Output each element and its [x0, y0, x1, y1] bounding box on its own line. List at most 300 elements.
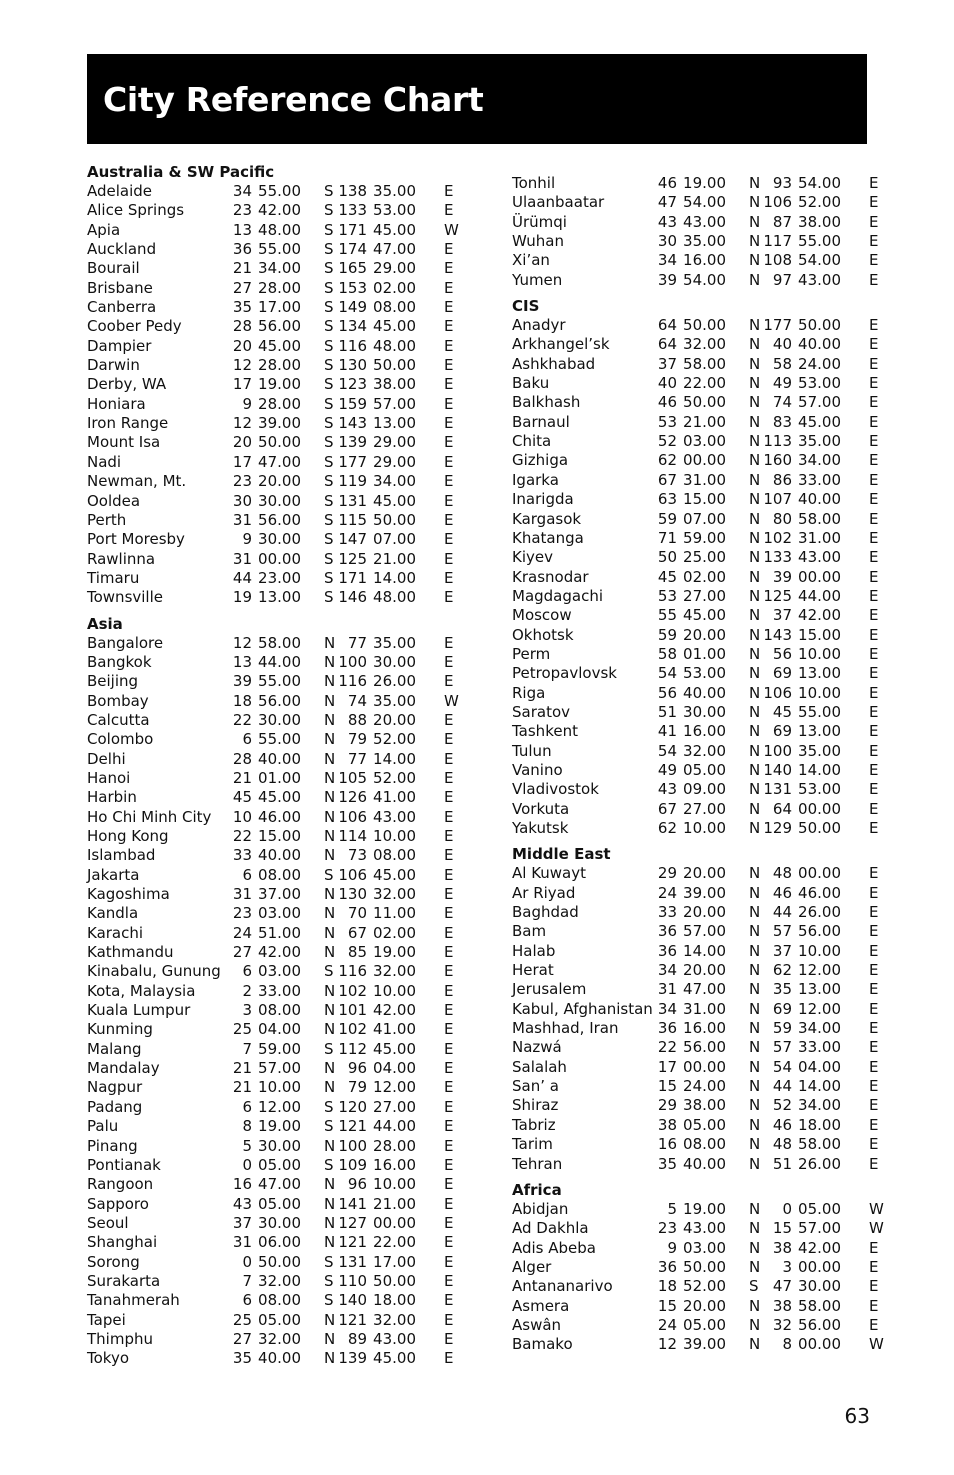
city-row: [512, 174, 892, 193]
longitude-hemisphere: E: [869, 1296, 879, 1315]
longitude-degrees: 106: [763, 683, 792, 702]
city-name: Thimphu: [87, 1329, 153, 1348]
longitude-minutes: 57.00: [798, 1219, 841, 1238]
latitude-degrees: 37: [232, 1213, 252, 1232]
longitude-degrees: 177: [763, 316, 792, 335]
longitude-degrees: 37: [772, 606, 792, 625]
latitude-degrees: 30: [232, 491, 252, 510]
longitude-degrees: 54: [772, 1057, 792, 1076]
longitude-hemisphere: E: [869, 509, 879, 528]
latitude-degrees: 49: [657, 760, 677, 779]
longitude-hemisphere: E: [444, 433, 454, 452]
city-row: [512, 1116, 892, 1135]
city-name: Kandla: [87, 904, 139, 923]
city-name: Tapei: [87, 1310, 126, 1329]
latitude-degrees: 9: [242, 394, 252, 413]
city-row: [512, 1200, 892, 1219]
region-heading: Australia & SW Pacific: [87, 163, 275, 181]
latitude-minutes: 31.00: [683, 470, 726, 489]
city-row: [512, 1019, 892, 1038]
longitude-minutes: 10.00: [798, 941, 841, 960]
city-name: Nadi: [87, 452, 122, 471]
city-name: Saratov: [512, 702, 571, 721]
latitude-hemisphere: S: [324, 317, 334, 336]
latitude-degrees: 67: [657, 799, 677, 818]
longitude-minutes: 10.00: [373, 827, 416, 845]
page-title: City Reference Chart: [103, 80, 484, 119]
city-name: Harbin: [87, 788, 137, 807]
longitude-minutes: 31.00: [798, 528, 841, 547]
longitude-degrees: 106: [338, 865, 367, 884]
city-name: Okhotsk: [512, 625, 574, 644]
longitude-minutes: 41.00: [373, 1020, 416, 1039]
latitude-degrees: 17: [232, 375, 252, 394]
city-row: [87, 337, 467, 356]
longitude-hemisphere: E: [444, 510, 454, 529]
city-row: [512, 355, 892, 374]
latitude-hemisphere: N: [324, 768, 336, 787]
longitude-degrees: 57: [772, 1038, 792, 1057]
city-name: Jerusalem: [512, 980, 587, 999]
city-name: Bam: [512, 922, 547, 941]
longitude-hemisphere: E: [444, 259, 454, 278]
city-name: San’ a: [512, 1077, 559, 1096]
latitude-degrees: 56: [657, 683, 677, 702]
latitude-degrees: 12: [232, 633, 252, 652]
longitude-minutes: 21.00: [373, 549, 416, 568]
longitude-hemisphere: E: [444, 1271, 454, 1290]
latitude-hemisphere: N: [749, 1296, 761, 1315]
longitude-minutes: 52.00: [373, 768, 416, 787]
longitude-hemisphere: E: [869, 644, 879, 663]
longitude-minutes: 02.00: [373, 923, 416, 942]
city-row: [512, 922, 892, 941]
latitude-hemisphere: N: [749, 1238, 761, 1257]
latitude-minutes: 25.00: [683, 548, 726, 567]
latitude-degrees: 47: [657, 193, 677, 212]
latitude-hemisphere: N: [324, 846, 336, 865]
longitude-degrees: 74: [347, 691, 367, 710]
longitude-degrees: 105: [338, 768, 367, 787]
latitude-minutes: 31.00: [683, 999, 726, 1018]
longitude-hemisphere: E: [444, 1233, 454, 1252]
latitude-minutes: 04.00: [258, 1020, 301, 1039]
city-name: Bombay: [87, 691, 149, 710]
latitude-hemisphere: N: [749, 683, 761, 702]
longitude-minutes: 45.00: [373, 865, 416, 884]
latitude-degrees: 35: [657, 1154, 677, 1173]
longitude-degrees: 121: [338, 1233, 367, 1252]
longitude-hemisphere: E: [869, 567, 879, 586]
latitude-hemisphere: S: [324, 220, 334, 239]
city-name: Seoul: [87, 1213, 129, 1232]
latitude-degrees: 33: [232, 846, 252, 865]
city-row: [512, 232, 892, 251]
latitude-minutes: 50.00: [683, 316, 726, 335]
city-name: Herat: [512, 961, 554, 980]
latitude-minutes: 55.00: [258, 672, 301, 691]
latitude-hemisphere: N: [749, 586, 761, 605]
longitude-hemisphere: E: [444, 1136, 454, 1155]
latitude-degrees: 22: [657, 1038, 677, 1057]
longitude-hemisphere: E: [869, 922, 879, 941]
city-row: [512, 1219, 892, 1238]
city-row: [87, 1233, 467, 1252]
longitude-minutes: 12.00: [373, 1078, 416, 1097]
city-name: Kota, Malaysia: [87, 981, 196, 1000]
latitude-degrees: 20: [232, 433, 252, 452]
longitude-hemisphere: E: [444, 1117, 454, 1136]
city-row: [87, 530, 467, 549]
latitude-degrees: 59: [657, 625, 677, 644]
longitude-hemisphere: E: [444, 1194, 454, 1213]
longitude-minutes: 58.00: [798, 1135, 841, 1154]
longitude-minutes: 11.00: [373, 904, 416, 923]
latitude-hemisphere: N: [749, 961, 761, 980]
longitude-hemisphere: W: [444, 220, 459, 239]
city-name: Tanahmerah: [87, 1291, 180, 1310]
latitude-hemisphere: S: [324, 356, 334, 375]
longitude-hemisphere: E: [869, 1135, 879, 1154]
city-name: Mount Isa: [87, 433, 161, 452]
latitude-minutes: 30.00: [258, 491, 301, 510]
longitude-degrees: 15: [772, 1219, 792, 1238]
longitude-degrees: 58: [772, 354, 792, 373]
longitude-minutes: 26.00: [798, 1154, 841, 1173]
latitude-degrees: 6: [242, 865, 252, 884]
latitude-degrees: 34: [657, 251, 677, 270]
latitude-degrees: 35: [232, 1349, 252, 1368]
city-row: [87, 653, 467, 672]
longitude-degrees: 57: [772, 922, 792, 941]
latitude-hemisphere: N: [324, 1175, 336, 1194]
latitude-degrees: 0: [242, 1155, 252, 1174]
latitude-degrees: 35: [232, 298, 252, 317]
city-row: [512, 703, 892, 722]
latitude-minutes: 56.00: [258, 510, 301, 529]
longitude-hemisphere: E: [444, 298, 454, 317]
longitude-minutes: 17.00: [373, 1252, 416, 1271]
latitude-degrees: 51: [657, 702, 677, 721]
latitude-degrees: 18: [232, 691, 252, 710]
latitude-hemisphere: S: [324, 510, 334, 529]
city-row: [512, 864, 892, 883]
city-name: Al Kuwayt: [512, 864, 587, 883]
longitude-degrees: 107: [763, 490, 792, 509]
longitude-degrees: 87: [772, 212, 792, 231]
latitude-degrees: 63: [657, 490, 677, 509]
latitude-minutes: 09.00: [683, 780, 726, 799]
longitude-degrees: 140: [763, 760, 792, 779]
longitude-minutes: 52.00: [798, 193, 841, 212]
city-row: [87, 588, 467, 607]
longitude-hemisphere: E: [869, 470, 879, 489]
latitude-hemisphere: S: [324, 530, 334, 549]
latitude-degrees: 24: [657, 883, 677, 902]
longitude-hemisphere: E: [869, 1277, 879, 1296]
latitude-degrees: 62: [657, 819, 677, 837]
latitude-hemisphere: N: [749, 509, 761, 528]
longitude-degrees: 47: [772, 1277, 792, 1296]
city-name: Padang: [87, 1097, 143, 1116]
longitude-hemisphere: E: [444, 1329, 454, 1348]
city-row: [512, 1096, 892, 1115]
latitude-degrees: 12: [232, 356, 252, 375]
city-name: Petropavlovsk: [512, 664, 617, 683]
longitude-hemisphere: E: [444, 491, 454, 510]
city-name: Derby, WA: [87, 375, 167, 394]
longitude-hemisphere: E: [444, 962, 454, 981]
latitude-degrees: 8: [242, 1117, 252, 1136]
city-name: Townsville: [87, 588, 163, 607]
city-name: Bamako: [512, 1335, 573, 1354]
latitude-hemisphere: S: [324, 452, 334, 471]
longitude-degrees: 69: [772, 722, 792, 741]
latitude-minutes: 30.00: [258, 1213, 301, 1232]
city-name: Tulun: [512, 741, 552, 760]
latitude-minutes: 28.00: [258, 356, 301, 375]
longitude-minutes: 58.00: [798, 1296, 841, 1315]
latitude-degrees: 21: [232, 1059, 252, 1078]
longitude-minutes: 56.00: [798, 922, 841, 941]
longitude-degrees: 102: [338, 1020, 367, 1039]
longitude-minutes: 45.00: [373, 317, 416, 336]
latitude-hemisphere: N: [324, 652, 336, 671]
latitude-hemisphere: N: [749, 741, 761, 760]
longitude-hemisphere: E: [869, 335, 879, 354]
longitude-hemisphere: E: [444, 846, 454, 865]
city-name: Bangalore: [87, 633, 164, 652]
longitude-degrees: 139: [338, 1349, 367, 1368]
longitude-minutes: 00.00: [798, 864, 841, 883]
longitude-hemisphere: E: [869, 941, 879, 960]
latitude-degrees: 25: [232, 1020, 252, 1039]
longitude-minutes: 45.00: [798, 412, 841, 431]
longitude-degrees: 97: [772, 270, 792, 289]
longitude-minutes: 50.00: [373, 510, 416, 529]
longitude-degrees: 149: [338, 298, 367, 317]
latitude-minutes: 19.00: [258, 375, 301, 394]
latitude-minutes: 24.00: [683, 1077, 726, 1096]
latitude-degrees: 6: [242, 730, 252, 749]
longitude-degrees: 46: [772, 1115, 792, 1134]
city-row: [512, 645, 892, 664]
longitude-degrees: 141: [338, 1194, 367, 1213]
longitude-minutes: 13.00: [798, 664, 841, 683]
city-row: [512, 884, 892, 903]
city-name: Jakarta: [87, 865, 140, 884]
longitude-hemisphere: E: [444, 1097, 454, 1116]
longitude-minutes: 53.00: [798, 780, 841, 799]
latitude-minutes: 00.00: [683, 451, 726, 470]
latitude-degrees: 37: [657, 354, 677, 373]
latitude-hemisphere: N: [324, 807, 336, 826]
longitude-degrees: 59: [772, 1019, 792, 1038]
longitude-minutes: 47.00: [373, 240, 416, 259]
latitude-hemisphere: N: [749, 251, 761, 270]
city-row: [87, 808, 467, 827]
latitude-minutes: 56.00: [683, 1038, 726, 1057]
city-name: Riga: [512, 683, 546, 702]
region-heading: Africa: [512, 1180, 562, 1199]
longitude-degrees: 38: [772, 1296, 792, 1315]
latitude-minutes: 20.00: [683, 1296, 726, 1315]
longitude-hemisphere: E: [444, 1001, 454, 1020]
title-banner: [87, 54, 867, 144]
latitude-minutes: 58.00: [683, 354, 726, 373]
longitude-minutes: 18.00: [373, 1291, 416, 1310]
longitude-degrees: 67: [347, 923, 367, 942]
latitude-minutes: 30.00: [258, 1136, 301, 1155]
city-name: Newman, Mt.: [87, 472, 187, 491]
latitude-minutes: 40.00: [683, 1154, 726, 1173]
city-name: Colombo: [87, 730, 154, 749]
city-row: [512, 961, 892, 980]
longitude-degrees: 44: [772, 903, 792, 922]
city-name: Pontianak: [87, 1155, 161, 1174]
city-row: [512, 1077, 892, 1096]
latitude-degrees: 28: [232, 317, 252, 336]
latitude-degrees: 53: [657, 412, 677, 431]
city-row: [87, 730, 467, 749]
city-row: [512, 980, 892, 999]
longitude-hemisphere: E: [444, 652, 454, 671]
longitude-degrees: 44: [772, 1077, 792, 1096]
longitude-hemisphere: E: [444, 788, 454, 807]
city-name: Sapporo: [87, 1194, 149, 1213]
latitude-hemisphere: N: [749, 1315, 761, 1334]
latitude-minutes: 16.00: [683, 722, 726, 741]
latitude-degrees: 36: [657, 922, 677, 941]
longitude-minutes: 35.00: [798, 432, 841, 451]
longitude-hemisphere: E: [869, 780, 879, 799]
latitude-minutes: 19.00: [258, 1117, 301, 1136]
city-row: [87, 885, 467, 904]
latitude-hemisphere: N: [749, 567, 761, 586]
city-name: Abidjan: [512, 1199, 569, 1218]
longitude-hemisphere: E: [869, 722, 879, 741]
longitude-hemisphere: E: [444, 885, 454, 904]
city-row: [512, 529, 892, 548]
latitude-minutes: 42.00: [258, 943, 301, 962]
longitude-minutes: 50.00: [373, 356, 416, 375]
latitude-minutes: 50.00: [683, 1257, 726, 1276]
city-row: [87, 279, 467, 298]
latitude-hemisphere: N: [749, 864, 761, 883]
latitude-hemisphere: N: [749, 664, 761, 683]
longitude-degrees: 39: [772, 567, 792, 586]
city-name: Shiraz: [512, 1096, 559, 1115]
latitude-hemisphere: N: [749, 1096, 761, 1115]
latitude-minutes: 32.00: [683, 741, 726, 760]
longitude-hemisphere: E: [444, 1078, 454, 1097]
longitude-minutes: 30.00: [798, 1277, 841, 1296]
latitude-degrees: 5: [242, 1136, 252, 1155]
longitude-hemisphere: E: [444, 1020, 454, 1039]
latitude-degrees: 36: [657, 941, 677, 960]
longitude-minutes: 08.00: [373, 298, 416, 317]
latitude-hemisphere: N: [749, 922, 761, 941]
city-name: Arkhangel’sk: [512, 335, 610, 354]
region-heading: Middle East: [512, 845, 611, 864]
longitude-degrees: 139: [338, 433, 367, 452]
longitude-degrees: 56: [772, 644, 792, 663]
latitude-minutes: 54.00: [683, 193, 726, 212]
latitude-minutes: 12.00: [258, 1097, 301, 1116]
longitude-hemisphere: E: [444, 633, 454, 652]
longitude-degrees: 35: [772, 980, 792, 999]
latitude-minutes: 20.00: [683, 864, 726, 883]
city-name: Tonhil: [512, 174, 556, 192]
longitude-minutes: 34.00: [373, 472, 416, 491]
latitude-hemisphere: N: [749, 1154, 761, 1173]
city-row: [87, 453, 467, 472]
longitude-hemisphere: E: [444, 943, 454, 962]
latitude-minutes: 30.00: [258, 530, 301, 549]
latitude-degrees: 27: [232, 1329, 252, 1348]
city-row: [512, 1258, 892, 1277]
city-name: Kunming: [87, 1020, 153, 1039]
latitude-hemisphere: N: [749, 354, 761, 373]
longitude-degrees: 64: [772, 799, 792, 818]
latitude-minutes: 13.00: [258, 588, 301, 607]
city-name: Tabriz: [512, 1115, 556, 1134]
longitude-minutes: 55.00: [798, 702, 841, 721]
city-row: [87, 1291, 467, 1310]
longitude-minutes: 12.00: [798, 961, 841, 980]
longitude-hemisphere: E: [869, 683, 879, 702]
region-heading: Asia: [87, 614, 123, 633]
latitude-minutes: 34.00: [258, 259, 301, 278]
longitude-hemisphere: E: [444, 588, 454, 607]
latitude-minutes: 54.00: [683, 270, 726, 289]
longitude-degrees: 88: [347, 710, 367, 729]
longitude-minutes: 00.00: [373, 1213, 416, 1232]
city-name: Xi’an: [512, 251, 550, 270]
latitude-minutes: 14.00: [683, 941, 726, 960]
latitude-minutes: 16.00: [683, 251, 726, 270]
longitude-minutes: 02.00: [373, 278, 416, 297]
latitude-degrees: 7: [242, 1271, 252, 1290]
latitude-hemisphere: N: [324, 710, 336, 729]
latitude-degrees: 2: [242, 981, 252, 1000]
longitude-minutes: 33.00: [798, 470, 841, 489]
latitude-minutes: 56.00: [258, 317, 301, 336]
longitude-minutes: 26.00: [373, 672, 416, 691]
latitude-hemisphere: S: [324, 298, 334, 317]
latitude-minutes: 30.00: [258, 710, 301, 729]
city-name: Bourail: [87, 259, 140, 278]
longitude-minutes: 42.00: [798, 1238, 841, 1257]
latitude-minutes: 57.00: [683, 922, 726, 941]
longitude-degrees: 3: [782, 1257, 792, 1276]
latitude-hemisphere: N: [749, 335, 761, 354]
city-row: [512, 800, 892, 819]
latitude-minutes: 08.00: [258, 1291, 301, 1310]
latitude-hemisphere: N: [749, 819, 761, 837]
latitude-degrees: 45: [232, 788, 252, 807]
latitude-degrees: 23: [232, 904, 252, 923]
longitude-minutes: 53.00: [798, 374, 841, 393]
city-name: Tehran: [512, 1154, 563, 1173]
city-row: [87, 259, 467, 278]
latitude-hemisphere: N: [749, 374, 761, 393]
latitude-degrees: 46: [657, 174, 677, 192]
longitude-minutes: 57.00: [798, 393, 841, 412]
longitude-hemisphere: E: [444, 336, 454, 355]
latitude-degrees: 45: [657, 567, 677, 586]
city-name: Ashkhabad: [512, 354, 596, 373]
